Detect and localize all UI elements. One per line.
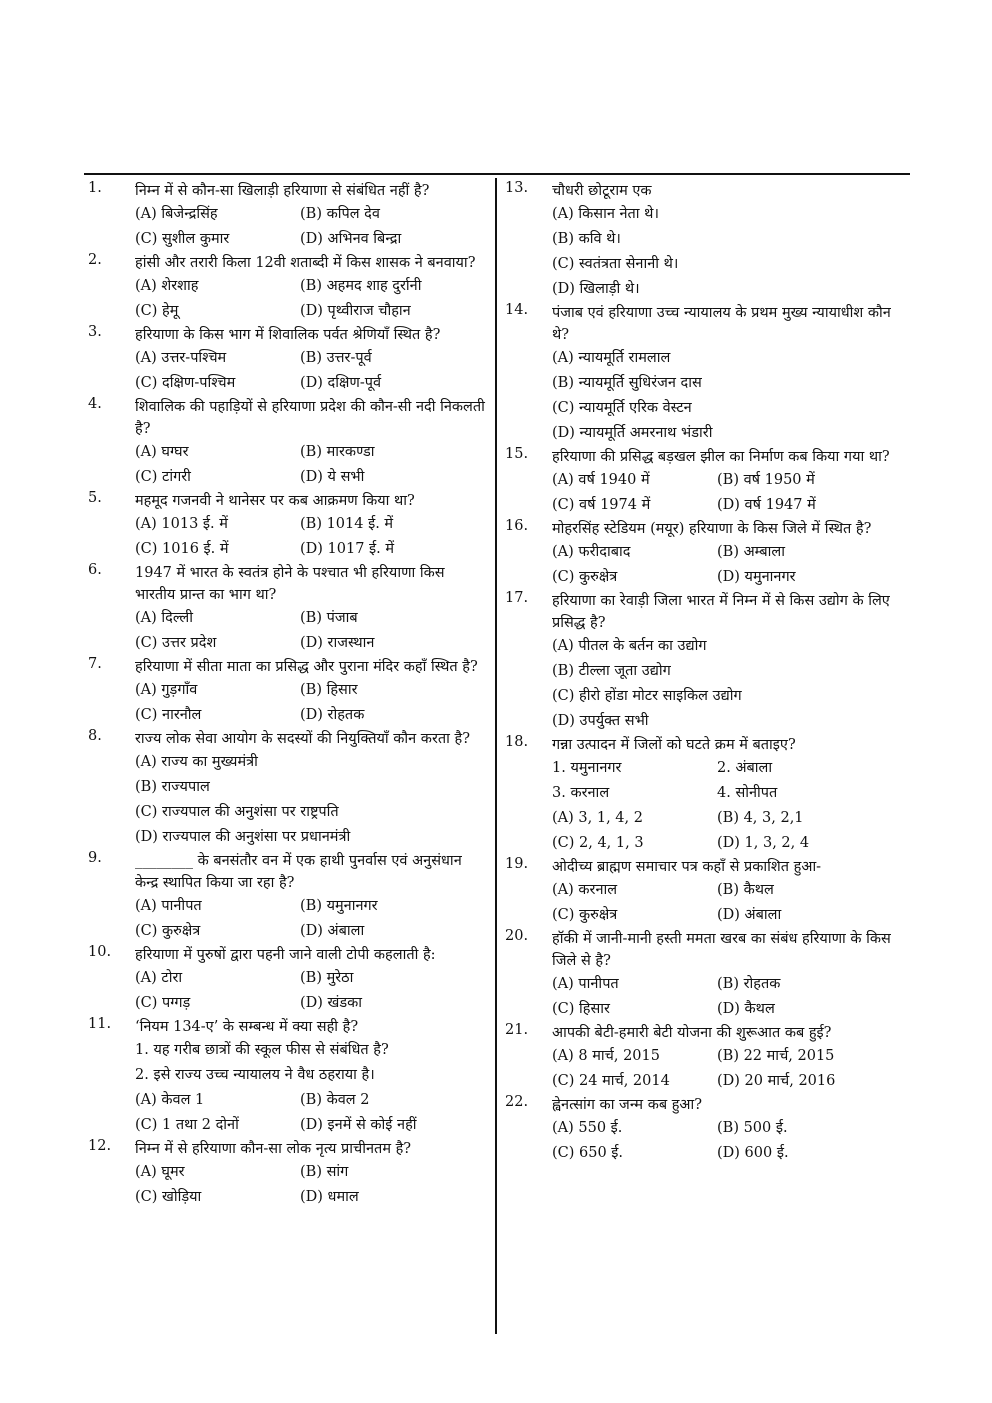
option: (B) वर्ष 1950 में [717, 472, 815, 488]
column-divider [495, 178, 497, 1334]
option-list [135, 678, 488, 728]
question-text: चौधरी छोटूराम एक [552, 183, 652, 199]
option: (B) टील्ला जूता उद्योग [552, 663, 671, 679]
option: (D) खिलाड़ी थे। [552, 281, 640, 297]
question-text: पंजाब एवं हरियाणा उच्च न्यायालय के प्रथम मुख्य न्यायाधीश कौन थे? [552, 305, 891, 343]
question-item [88, 656, 488, 728]
option: (C) कुरुक्षेत्र [552, 569, 618, 585]
option: (D) खंडका [300, 995, 363, 1011]
question-item [88, 490, 488, 562]
option-list [135, 202, 488, 252]
option: (A) राज्य का मुख्यमंत्री [135, 754, 258, 770]
option: (C) दक्षिण-पश्चिम [135, 375, 236, 391]
option: (B) मुरेठा [300, 970, 354, 986]
option: (A) 3, 1, 4, 2 [552, 810, 643, 826]
question-text: महमूद गजनवी ने थानेसर पर कब आक्रमण किया था? [135, 493, 415, 509]
question-number: 16. [505, 518, 529, 534]
option: (D) ये सभी [300, 469, 365, 485]
question-number: 15. [505, 446, 529, 462]
question-number: 3. [88, 324, 102, 340]
option: (A) किसान नेता थे। [552, 206, 659, 222]
option: (C) 1016 ई. में [135, 541, 229, 557]
question-text: आपकी बेटी-हमारी बेटी योजना की शुरूआत कब हुई? [552, 1025, 832, 1041]
option: (D) इनमें से कोई नहीं [300, 1117, 417, 1133]
option: (D) राज्यपाल की अनुशंसा पर प्रधानमंत्री [135, 829, 351, 845]
question-item [88, 562, 488, 656]
question-number: 10. [88, 944, 112, 960]
option-list [552, 468, 907, 518]
option: (C) 2, 4, 1, 3 [552, 835, 644, 851]
option: (D) अभिनव बिन्द्रा [300, 231, 402, 247]
question-number: 4. [88, 396, 102, 412]
option: (D) रोहतक [300, 707, 365, 723]
option: (D) अंबाला [717, 907, 782, 923]
option: (A) शेरशाह [135, 278, 199, 294]
question-text: हरियाणा में पुरुषों द्वारा पहनी जाने वाली टोपी कहलाती है: [135, 947, 436, 963]
option: (C) न्यायमूर्ति एरिक वेस्टन [552, 400, 692, 416]
option: (C) हीरो होंडा मोटर साइकिल उद्योग [552, 688, 742, 704]
question-text: हरियाणा की प्रसिद्ध बड़खल झील का निर्माण कब किया गया था? [552, 449, 890, 465]
option: (B) रोहतक [717, 976, 781, 992]
option-list [552, 1044, 907, 1094]
option: (A) टोरा [135, 970, 183, 986]
option: (D) 600 ई. [717, 1145, 789, 1161]
option-list [135, 274, 488, 324]
district-item: 2. अंबाला [717, 760, 773, 776]
option: (A) बिजेन्द्रसिंह [135, 206, 218, 222]
option: (B) कपिल देव [300, 206, 380, 222]
option: (D) पृथ्वीराज चौहान [300, 303, 411, 319]
question-item [88, 728, 488, 850]
option: (B) यमुनानगर [300, 898, 378, 914]
question-number: 21. [505, 1022, 529, 1038]
question-text: हॉकी में जानी-मानी हस्ती ममता खरब का संबंध हरियाणा के किस जिले से है? [552, 931, 891, 969]
question-item [505, 856, 907, 928]
option-list [552, 202, 907, 302]
option: (C) उत्तर प्रदेश [135, 635, 217, 651]
question-item [88, 324, 488, 396]
question-text: 1947 में भारत के स्वतंत्र होने के पश्चात भी हरियाणा किस भारतीय प्रान्त का भाग था? [135, 565, 445, 603]
question-item [88, 1138, 488, 1210]
question-text: राज्य लोक सेवा आयोग के सदस्यों की नियुक्तियाँ कौन करता है? [135, 731, 470, 747]
question-text: मोहरसिंह स्टेडियम (मयूर) हरियाणा के किस जिले में स्थित है? [552, 521, 872, 537]
option: (C) 1 तथा 2 दोनों [135, 1117, 239, 1133]
option: (A) उत्तर-पश्चिम [135, 350, 227, 366]
question-text: ह्वेनत्सांग का जन्म कब हुआ? [552, 1097, 703, 1113]
district-item: 1. यमुनानगर [552, 760, 622, 776]
option: (B) सांग [300, 1164, 349, 1180]
statement-list [135, 1038, 488, 1088]
option: (C) टांगरी [135, 469, 191, 485]
option: (A) घग्घर [135, 444, 189, 460]
question-text: हरियाणा का रेवाड़ी जिला भारत में निम्न में से किस उद्योग के लिए प्रसिद्ध है? [552, 593, 890, 631]
option: (B) अम्बाला [717, 544, 785, 560]
question-text: ‘नियम 134-ए’ के सम्बन्ध में क्या सही है? [135, 1019, 359, 1035]
option: (C) कुरुक्षेत्र [552, 907, 618, 923]
option-list [552, 634, 907, 734]
option: (D) कैथल [717, 1001, 775, 1017]
option-list [135, 894, 488, 944]
option-list [552, 1116, 907, 1166]
question-item [505, 1094, 907, 1166]
district-list [552, 756, 907, 806]
option: (D) वर्ष 1947 में [717, 497, 816, 513]
question-item [505, 928, 907, 1022]
option: (A) फरीदाबाद [552, 544, 631, 560]
question-number: 14. [505, 302, 529, 318]
question-item [88, 850, 488, 944]
district-item: 3. करनाल [552, 785, 610, 801]
question-item [505, 180, 907, 302]
option: (C) खोड़िया [135, 1189, 202, 1205]
question-number: 17. [505, 590, 529, 606]
question-item [88, 1016, 488, 1138]
option-list [135, 750, 488, 850]
option: (B) राज्यपाल [135, 779, 210, 795]
option: (C) राज्यपाल की अनुशंसा पर राष्ट्रपति [135, 804, 339, 820]
option: (A) गुड़गाँव [135, 682, 198, 698]
question-item [505, 590, 907, 734]
question-number: 5. [88, 490, 102, 506]
question-item [505, 446, 907, 518]
left-column [88, 180, 488, 1210]
option: (C) स्वतंत्रता सेनानी थे। [552, 256, 679, 272]
question-item [505, 734, 907, 856]
option: (A) करनाल [552, 882, 618, 898]
option: (C) नारनौल [135, 707, 202, 723]
option-list [135, 1088, 488, 1138]
question-number: 13. [505, 180, 529, 196]
top-rule [84, 173, 910, 175]
option: (C) कुरुक्षेत्र [135, 923, 201, 939]
question-item [88, 252, 488, 324]
question-item [88, 944, 488, 1016]
option: (B) उत्तर-पूर्व [300, 350, 372, 366]
option: (B) अहमद शाह दुर्रानी [300, 278, 422, 294]
option: (B) कैथल [717, 882, 774, 898]
question-number: 8. [88, 728, 102, 744]
question-number: 22. [505, 1094, 529, 1110]
option-list [552, 346, 907, 446]
question-text: निम्न में से हरियाणा कौन-सा लोक नृत्य प्राचीनतम है? [135, 1141, 412, 1157]
option: (C) 650 ई. [552, 1145, 624, 1161]
question-text: शिवालिक की पहाड़ियों से हरियाणा प्रदेश की कौन-सी नदी निकलती है? [135, 399, 485, 437]
question-text: हरियाणा में सीता माता का प्रसिद्ध और पुराना मंदिर कहाँ स्थित है? [135, 659, 478, 675]
question-text: हांसी और तरारी किला 12वी शताब्दी में किस शासक ने बनवाया? [135, 255, 476, 271]
option: (D) धमाल [300, 1189, 359, 1205]
option-list [135, 606, 488, 656]
option: (A) घूमर [135, 1164, 185, 1180]
option: (A) दिल्ली [135, 610, 193, 626]
option: (D) 1017 ई. में [300, 541, 395, 557]
question-number: 6. [88, 562, 102, 578]
question-text: गन्ना उत्पादन में जिलों को घटते क्रम में बताइए? [552, 737, 796, 753]
option: (A) केवल 1 [135, 1092, 205, 1108]
option: (C) हिसार [552, 1001, 610, 1017]
question-number: 19. [505, 856, 529, 872]
option: (C) 24 मार्च, 2014 [552, 1073, 670, 1089]
question-number: 7. [88, 656, 102, 672]
option-list [552, 972, 907, 1022]
option: (A) पानीपत [552, 976, 619, 992]
question-number: 20. [505, 928, 529, 944]
option: (C) वर्ष 1974 में [552, 497, 651, 513]
option: (D) उपर्युक्त सभी [552, 713, 649, 729]
option: (A) पीतल के बर्तन का उद्योग [552, 638, 707, 654]
question-number: 2. [88, 252, 102, 268]
right-column [505, 180, 907, 1166]
option: (D) दक्षिण-पूर्व [300, 375, 382, 391]
option: (C) पग्गड़ [135, 995, 191, 1011]
question-text: ________ के बनसंतौर वन में एक हाथी पुनर्वास एवं अनुसंधान केन्द्र स्थापित किया जा रहा है? [135, 853, 462, 891]
option: (B) हिसार [300, 682, 358, 698]
question-item [505, 1022, 907, 1094]
statement: 2. इसे राज्य उच्च न्यायालय ने वैध ठहराया है। [135, 1067, 375, 1083]
district-item: 4. सोनीपत [717, 785, 778, 801]
option: (D) न्यायमूर्ति अमरनाथ भंडारी [552, 425, 713, 441]
option: (B) पंजाब [300, 610, 358, 626]
question-number: 11. [88, 1016, 112, 1032]
option: (B) मारकण्डा [300, 444, 375, 460]
question-item [88, 180, 488, 252]
option: (C) सुशील कुमार [135, 231, 230, 247]
option: (D) यमुनानगर [717, 569, 796, 585]
option: (D) राजस्थान [300, 635, 375, 651]
question-number: 12. [88, 1138, 112, 1154]
option: (B) केवल 2 [300, 1092, 370, 1108]
option-list [552, 540, 907, 590]
option: (A) वर्ष 1940 में [552, 472, 650, 488]
option: (C) हेमू [135, 303, 179, 319]
question-number: 9. [88, 850, 102, 866]
option: (B) 500 ई. [717, 1120, 788, 1136]
option: (B) 4, 3, 2,1 [717, 810, 804, 826]
question-item [88, 396, 488, 490]
option: (A) 8 मार्च, 2015 [552, 1048, 660, 1064]
question-text: ओदीच्य ब्राह्मण समाचार पत्र कहाँ से प्रकाशित हुआ- [552, 859, 822, 875]
question-text: निम्न में से कौन-सा खिलाड़ी हरियाणा से संबंधित नहीं है? [135, 183, 430, 199]
option: (D) 1, 3, 2, 4 [717, 835, 810, 851]
question-item [505, 518, 907, 590]
question-number: 18. [505, 734, 529, 750]
question-text: हरियाणा के किस भाग में शिवालिक पर्वत श्रेणियाँ स्थित है? [135, 327, 441, 343]
option-list [552, 878, 907, 928]
option-list [552, 806, 907, 856]
option: (A) 1013 ई. में [135, 516, 228, 532]
option: (B) कवि थे। [552, 231, 621, 247]
option-list [135, 1160, 488, 1210]
option-list [135, 512, 488, 562]
statement: 1. यह गरीब छात्रों की स्कूल फीस से संबंधित है? [135, 1042, 389, 1058]
question-item [505, 302, 907, 446]
option: (D) अंबाला [300, 923, 365, 939]
option: (B) न्यायमूर्ति सुधिरंजन दास [552, 375, 702, 391]
option-list [135, 440, 488, 490]
option: (A) पानीपत [135, 898, 202, 914]
option-list [135, 966, 488, 1016]
question-number: 1. [88, 180, 102, 196]
option: (D) 20 मार्च, 2016 [717, 1073, 836, 1089]
option: (A) 550 ई. [552, 1120, 623, 1136]
option: (A) न्यायमूर्ति रामलाल [552, 350, 671, 366]
option: (B) 1014 ई. में [300, 516, 394, 532]
option: (B) 22 मार्च, 2015 [717, 1048, 835, 1064]
option-list [135, 346, 488, 396]
